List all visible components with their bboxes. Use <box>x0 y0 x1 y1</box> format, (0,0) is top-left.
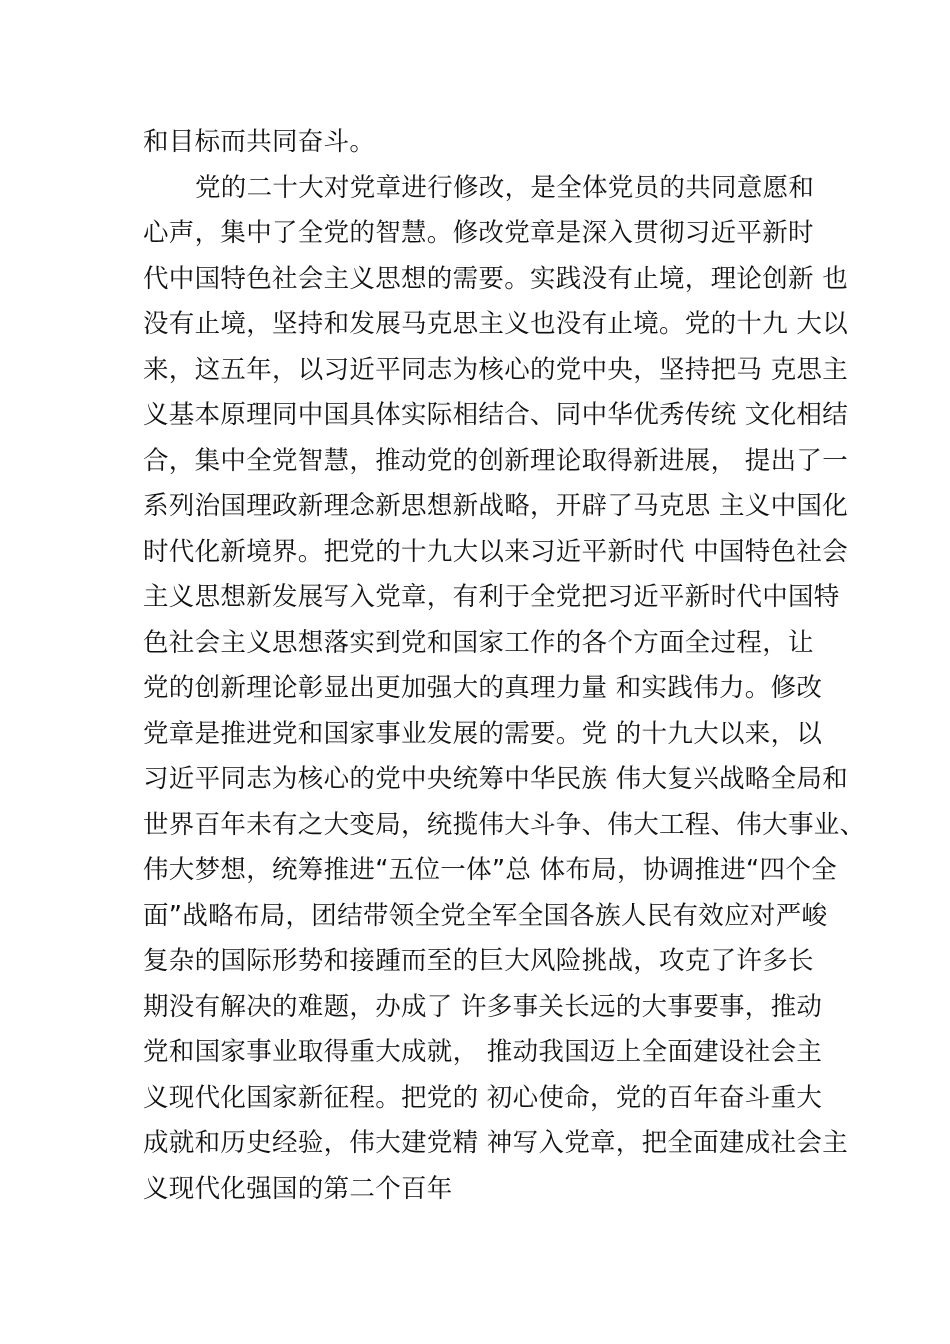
text-line: 主义思想新发展写入党章，有利于全党把习近平新时代中国特 <box>143 582 840 612</box>
text-line: 代中国特色社会主义思想的需要。实践没有止境，理论创新 也 <box>143 263 849 294</box>
body-text <box>143 120 866 1212</box>
text-line: 伟大梦想，统筹推进“五位一体”总 体布局，协调推进“四个全 <box>143 855 837 885</box>
text-line: 习近平同志为核心的党中央统筹中华民族 伟大复兴战略全局和 <box>143 764 849 794</box>
text-line: 系列治国理政新理念新思想新战略，开辟了马克思 主义中国化 <box>143 491 849 521</box>
text-line: 党的创新理论彰显出更加强大的真理力量 和实践伟力。修改 <box>143 673 823 703</box>
text-line: 面”战略布局，团结带领全党全军全国各族人民有效应对严峻 <box>143 900 828 931</box>
text-line: 复杂的国际形势和接踵而至的巨大风险挑战，攻克了许多长 <box>143 946 814 976</box>
text-line: 心声，集中了全党的智慧。修改党章是深入贯彻习近平新时 <box>143 218 814 248</box>
text-line: 党和国家事业取得重大成就， 推动我国迈上全面建设社会主 <box>143 1037 823 1067</box>
text-line: 色社会主义思想落实到党和国家工作的各个方面全过程，让 <box>143 627 814 658</box>
paragraph-first-line: 党的二十大对党章进行修改，是全体党员的共同意愿和 <box>195 172 815 203</box>
text-line: 来，这五年，以习近平同志为核心的党中央，坚持把马 克思主 <box>143 354 849 385</box>
text-line: 义基本原理同中国具体实际相结合、同中华优秀传统 文化相结 <box>143 400 849 430</box>
text-line: 世界百年未有之大变局，统揽伟大斗争、伟大工程、伟大事业、 <box>143 809 866 840</box>
text-line: 期没有解决的难题，办成了 许多事关长远的大事要事，推动 <box>143 991 823 1022</box>
text-line: 没有止境，坚持和发展马克思主义也没有止境。党的十九 大以 <box>143 309 849 339</box>
text-line: 和目标而共同奋斗。 <box>143 127 376 157</box>
text-line: 党章是推进党和国家事业发展的需要。党 的十九大以来，以 <box>143 718 823 749</box>
text-line: 合，集中全党智慧，推动党的创新理论取得新进展， 提出了一 <box>143 445 849 476</box>
text-line: 时代化新境界。把党的十九大以来习近平新时代 中国特色社会 <box>143 536 849 567</box>
text-line: 成就和历史经验，伟大建党精 神写入党章，把全面建成社会主 <box>143 1128 849 1158</box>
text-line: 义现代化强国的第二个百年 <box>143 1173 453 1204</box>
text-line: 义现代化国家新征程。把党的 初心使命，党的百年奋斗重大 <box>143 1082 823 1113</box>
